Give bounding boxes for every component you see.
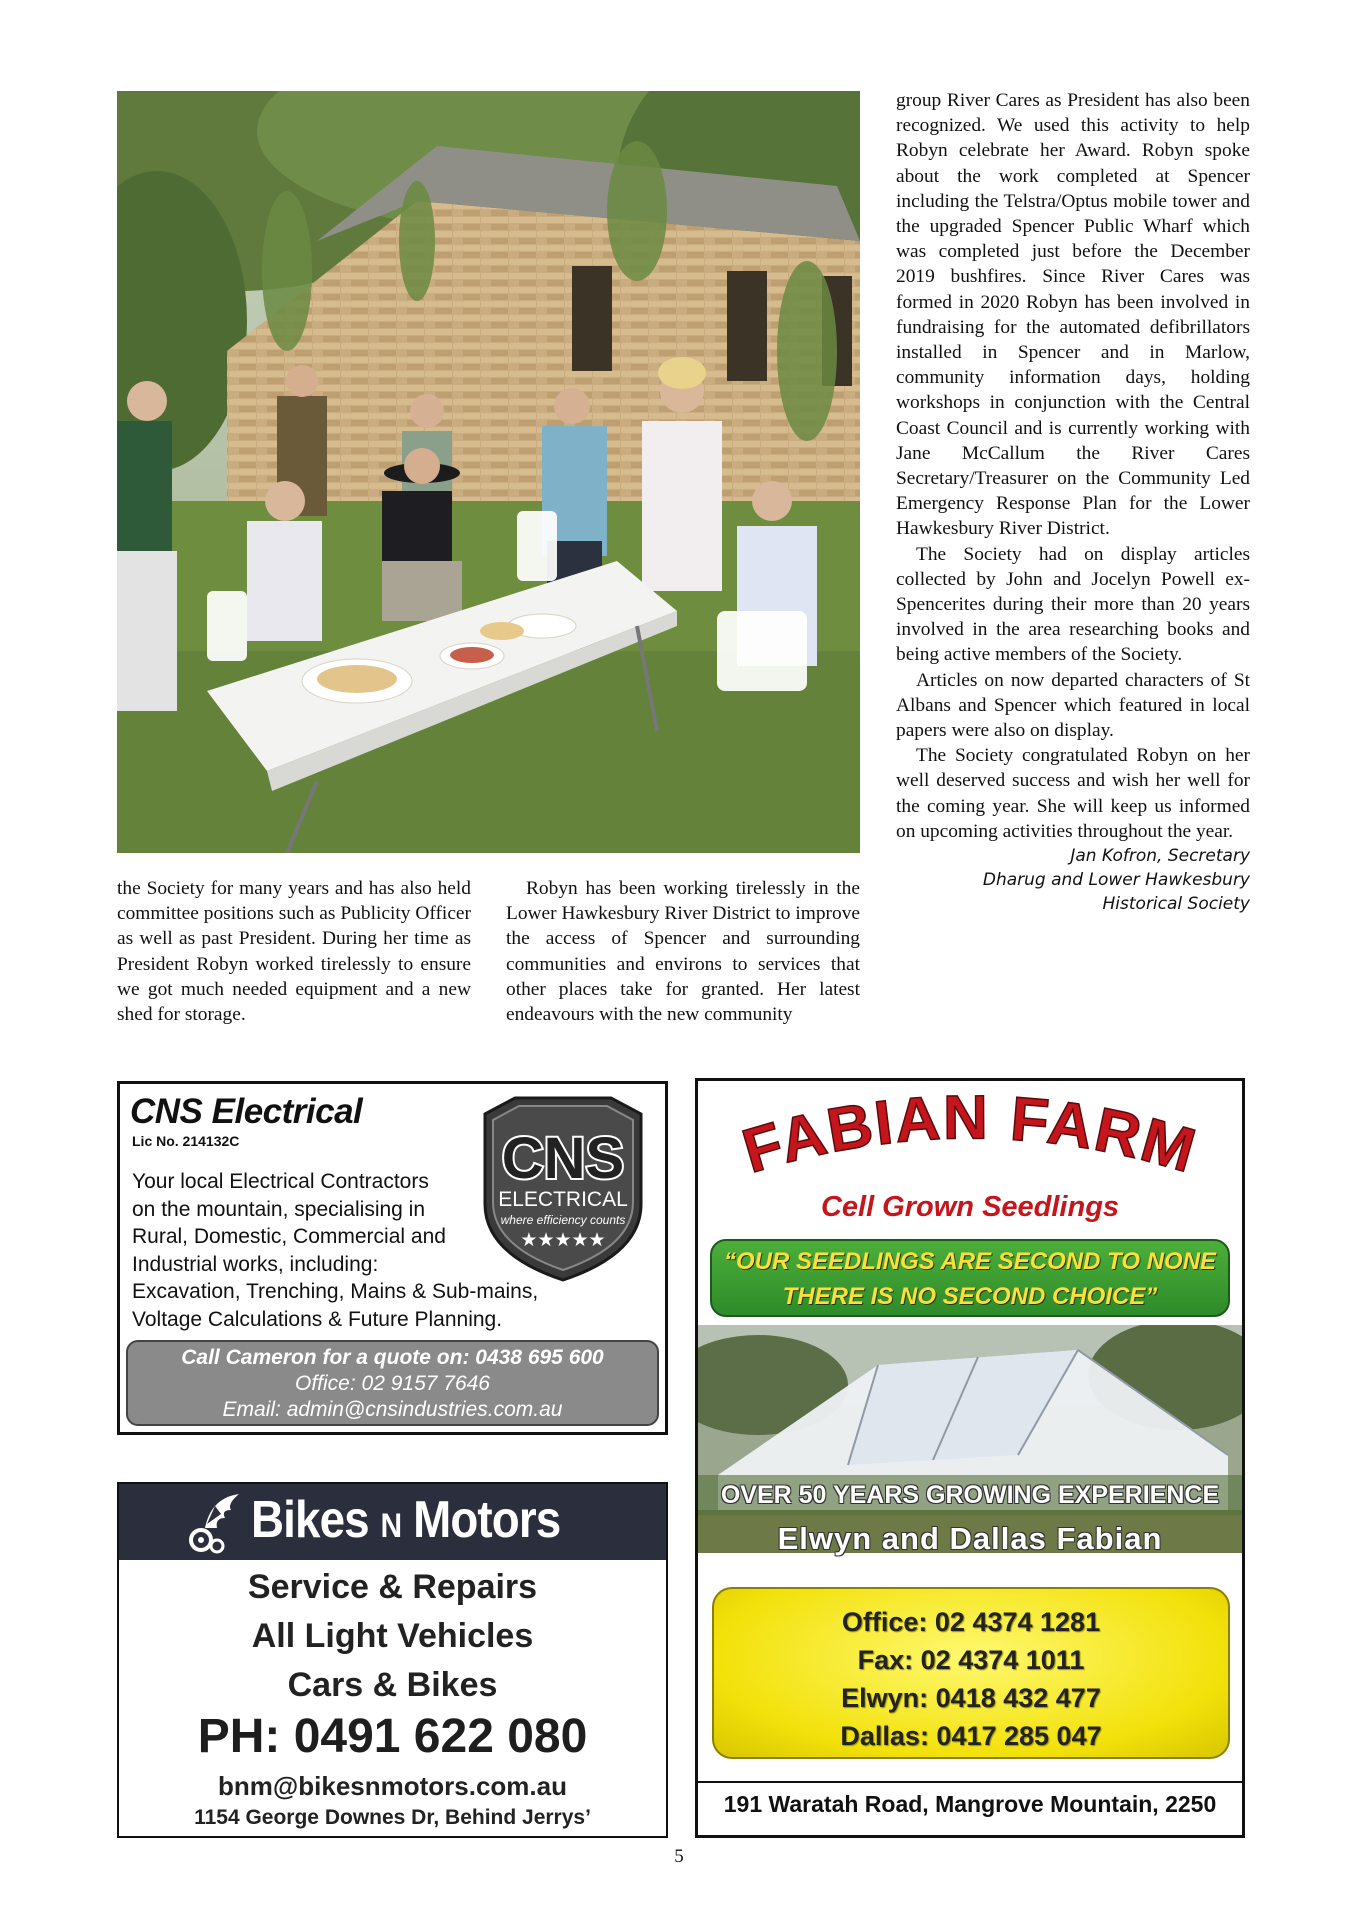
article-paragraph: Articles on now departed characters of St Albans and Spencer which featured in local papers were also on display. — [896, 669, 1250, 742]
fabian-address: 191 Waratah Road, Mangrove Mountain, 2250 — [698, 1781, 1242, 1833]
signature-name: Jan Kofron, Secretary — [1070, 846, 1250, 867]
cns-body-line: Rural, Domestic, Commercial and — [132, 1225, 446, 1248]
fabian-contact-panel — [712, 1587, 1230, 1759]
bikes-ad-brand — [251, 1490, 560, 1550]
bikes-address: 1154 George Downes Dr, Behind Jerrys’ — [194, 1806, 591, 1829]
article-column-3 — [896, 88, 1250, 917]
brand-n: N — [380, 1507, 402, 1545]
fabian-title-text: FABIAN FARM — [735, 1083, 1205, 1187]
slogan-line: “OUR SEEDLINGS ARE SECOND TO NONE — [723, 1248, 1217, 1275]
cns-badge-stars: ★★★★★ — [520, 1229, 606, 1251]
cns-body-line: Voltage Calculations & Future Planning. — [132, 1307, 503, 1331]
cns-body-line: Excavation, Trenching, Mains & Sub-mains, — [132, 1280, 539, 1303]
bikes-vehicles-line: All Light Vehicles — [251, 1617, 534, 1655]
garden-party-photo — [117, 91, 860, 853]
cns-ad-title: CNS Electrical — [130, 1092, 363, 1131]
cns-shield-logo-icon — [475, 1094, 651, 1284]
cns-email: Email: admin@cnsindustries.com.au — [222, 1398, 563, 1421]
cns-electrical-ad — [117, 1081, 668, 1435]
bikes-email: bnm@bikesnmotors.com.au — [218, 1771, 567, 1801]
article-paragraph: the Society for many years and has also held committee positions such as Publicity Officer as well as past President. During her time as President Robyn worked tirelessly to ensure we got much needed equipment and a new shed for storage. — [117, 878, 471, 1026]
article-paragraph: group River Cares as President has also been recognized. We used this activity to help Robyn celebrate her Award. Robyn spoke about the work completed at Spencer including the Telstra/Optus mobile tower and the upgraded Spencer Public Wharf which was completed just before the December 2019 bushfires. Since River Cares was formed in 2020 Robyn has been involved in fundraising for the automated defibrillators installed in Spencer and in Marlow, community information days, holding workshops in conjunction with the Central Coast Council and is currently working with Jane McCallum the River Cares Secretary/Treasurer on the Community Led Emergency Response Plan for the Lower Hawkesbury River District. — [896, 90, 1250, 540]
cns-badge-logo: CNS — [501, 1126, 625, 1191]
slogan-line: THERE IS NO SECOND CHOICE” — [782, 1283, 1158, 1310]
cns-body-line: Your local Electrical Contractors — [132, 1170, 429, 1193]
cns-body-line: Industrial works, including: — [132, 1252, 379, 1276]
cns-contact-panel — [126, 1340, 659, 1426]
article-column-1 — [117, 876, 471, 1027]
cns-call-line: Call Cameron for a quote on: 0438 695 600 — [181, 1346, 604, 1369]
cns-body-line: on the mountain, specialising in — [132, 1197, 426, 1221]
fabian-owners: Elwyn and Dallas Fabian — [777, 1521, 1163, 1556]
page-number: 5 — [674, 1846, 684, 1867]
signature-org-2: Historical Society — [1102, 894, 1250, 915]
cns-badge-word: ELECTRICAL — [498, 1188, 628, 1211]
brand-word: Bikes — [251, 1491, 369, 1549]
fabian-subtitle: Cell Grown Seedlings — [820, 1191, 1120, 1223]
photo-illustration — [117, 91, 860, 853]
bikes-n-motors-ad — [117, 1482, 668, 1838]
article-paragraph: Robyn has been working tirelessly in the Lower Hawkesbury River District to improve the access of Spencer and surrounding communities and environs to services that other places take for granted. Her latest endeavours with the new community — [506, 878, 860, 1026]
signature-org: Dharug and Lower Hawkesbury — [982, 870, 1250, 891]
fabian-office-phone: Office: 02 4374 1281 — [841, 1607, 1101, 1637]
article-paragraph: The Society congratulated Robyn on her well deserved success and wish her well for the coming year. She will keep us informed on upcoming activities throughout the year. — [896, 745, 1250, 842]
fabian-farm-ad — [695, 1078, 1245, 1838]
bikes-service-line: Service & Repairs — [247, 1568, 538, 1606]
fabian-slogan-banner — [710, 1239, 1230, 1317]
fabian-dallas-phone: Dallas: 0417 285 047 — [840, 1721, 1102, 1751]
bikes-phone: PH: 0491 622 080 — [197, 1710, 588, 1763]
greenhouse-photo — [698, 1325, 1242, 1553]
bikes-cars-line: Cars & Bikes — [287, 1666, 498, 1704]
article-column-2 — [506, 876, 860, 1027]
brand-word: Motors — [413, 1491, 561, 1549]
fabian-experience: OVER 50 YEARS GROWING EXPERIENCE — [720, 1481, 1220, 1509]
svg-text:FABIAN FARM — [735, 1083, 1204, 1186]
cns-licence: Lic No. 214132C — [132, 1133, 240, 1149]
article-paragraph: The Society had on display articles collected by John and Jocelyn Powell ex-Spencerites during their more than 20 years involved in the area researching books and being active members of the Society. — [896, 543, 1250, 666]
fabian-fax: Fax: 02 4374 1011 — [857, 1645, 1085, 1675]
cns-office-phone: Office: 02 9157 7646 — [295, 1372, 490, 1395]
fabian-elwyn-phone: Elwyn: 0418 432 477 — [841, 1683, 1101, 1713]
winged-gear-logo-icon — [181, 1488, 249, 1556]
cns-badge-tagline: where efficiency counts — [500, 1213, 626, 1227]
